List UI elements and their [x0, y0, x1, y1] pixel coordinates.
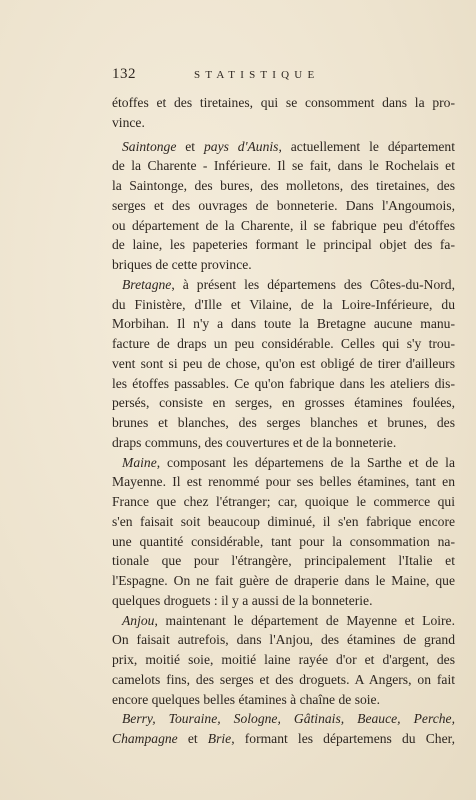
text-line: serges et des ouvrages de bonneterie. Dans l'Angoumois,	[112, 197, 455, 213]
text-line: On faisait autrefois, dans l'Anjou, des étamines de grand	[112, 632, 455, 648]
region-name: Maine	[122, 454, 157, 470]
region-name: Bretagne	[122, 276, 172, 292]
page-number: 132	[112, 66, 136, 82]
region-name: Berry, Touraine, Sologne, Gâtinais, Beauce, Perche,	[122, 711, 455, 727]
text-line: Anjou, maintenant le département de Mayenne et Loire.	[122, 612, 455, 628]
text-line: encore quelques belles étamines à chaîne de soie.	[112, 691, 380, 707]
text-line: Bretagne, à présent les départemens des Côtes-du-Nord,	[122, 276, 455, 292]
text-line: facture de draps un peu considérable. Celles qui s'y trou-	[112, 336, 455, 351]
text-line: France que chez l'étranger; car, quoique le commerce qui	[112, 494, 455, 509]
text-line: Saintonge et pays d'Aunis, actuellement le département	[122, 138, 455, 154]
region-name: Brie	[207, 731, 232, 746]
text-line: de laine, les papeteries formant le principal objet des fa-	[112, 237, 455, 253]
text-line: tionale que pour l'étrangère, principalement l'Italie et	[112, 553, 455, 569]
text-line: Champagne et Brie, formant les départemens du Cher,	[112, 731, 455, 746]
text-line: briques de cette province.	[112, 257, 252, 272]
text-line: Mayenne. Il est renommé pour ses belles étamines, tant en	[112, 474, 455, 490]
text-line: ou département de la Charente, il se fabrique peu d'étoffes	[112, 217, 455, 233]
running-head	[112, 66, 455, 86]
text-line: s'en faisait soit beaucoup diminué, il s'en fabrique encore	[112, 513, 455, 529]
text-line: camelots fins, des serges et des droguets. A Angers, on fait	[112, 671, 455, 687]
text-line: de la Charente - Inférieure. Il se fait, dans le Rochelais et	[112, 158, 455, 174]
text-line: étoffes et des tiretaines, qui se consomment dans la pro-	[112, 95, 455, 110]
body-text	[112, 93, 455, 749]
text-line: prix, moitié soie, moitié laine rayée d'or et d'argent, des	[112, 652, 455, 667]
text-line: quelques droguets : il y a aussi de la bonneterie.	[112, 592, 373, 608]
region-name: Saintonge	[122, 138, 177, 154]
running-title: STATISTIQUE	[194, 69, 320, 81]
text-line: vince.	[112, 114, 145, 130]
text-line	[112, 709, 455, 729]
text-line: les étoffes passables. Ce qu'on fabrique dans les ateliers dis-	[112, 375, 455, 391]
text-line: Morbihan. Il n'y a dans toute la Bretagne aucune manu-	[112, 316, 455, 332]
text-line: la Saintonge, des bures, des molletons, des tiretaines, des	[112, 178, 455, 193]
text-line: persés, consiste en serges, en grosses étamines foulées,	[112, 395, 455, 411]
text-line: du Finistère, d'Ille et Vilaine, de la Loire-Inférieure, du	[112, 296, 455, 312]
text-line: une quantité considérable, tant pour la consommation na-	[112, 533, 455, 549]
region-name: Anjou	[122, 612, 155, 628]
text-line: Maine, composant les départemens de la Sarthe et de la	[122, 454, 455, 470]
text-line: draps communs, des couvertures et de la bonneterie.	[112, 434, 397, 450]
text-line: vent sont si peu de chose, qu'on est obligé de tirer d'ailleurs	[112, 355, 455, 371]
region-name: Champagne	[112, 731, 178, 746]
text-line: l'Espagne. On ne fait guère de draperie dans le Maine, que	[112, 573, 455, 588]
text-line: brunes et blanches, des serges blanches et brunes, des	[112, 415, 455, 430]
region-name: pays d'Aunis	[203, 138, 279, 154]
